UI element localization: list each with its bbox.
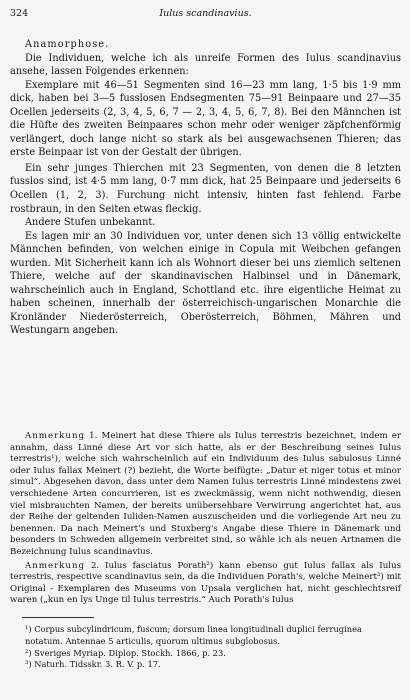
body-paragraph: Ein sehr junges Thierchen mit 23 Segmenten, von denen die 8 letzten fusslos sind, ist 4·5 mm lang, 0·7 mm dick, hat 25 Beinpaare und jederseits 6 Ocellen (1, 2, 3). Furchung nicht intensiv, hinten fast fehlend. Farbe rostbraun, in den Seiten etwas fleckig. — [10, 162, 401, 215]
page-header — [10, 8, 401, 20]
running-title: Iulus scandinavius. — [159, 8, 252, 19]
footnote: ²) Sveriges Myriap. Diplop. Stockh. 1866, p. 23. — [25, 647, 226, 658]
remark-label: Anmerkung — [25, 431, 86, 441]
body-paragraph: Es lagen mir an 30 Individuen vor, unter denen sich 13 völlig entwickelte Männchen befinden, von welchen einige in Copula mit Weibchen gefangen wurden. Mit Sicherheit kann ich als Wohnort dieser bei uns ziemlich seltenen Thiere, welche auf der skandinavischen Halbinsel und in Dänemark, wahrscheinlich auch in England, Schottland etc. ihre eigentliche Heimat zu haben scheinen, innerhalb der österreichisch-ungarischen Monarchie die Kronländer Niederösterreich, Oberösterreich, Böhmen, Mähren und Westungarn angeben. — [10, 230, 401, 337]
footnote: ¹) Corpus subcylindricum, fuscum; dorsum linea longitudinali duplici ferruginea notatum. Antennae 5 articulis, quorum ultimus subglobosus. — [25, 624, 362, 646]
footnotes — [10, 624, 401, 671]
page-number: 324 — [10, 8, 29, 19]
body-paragraph: Die Individuen, welche ich als unreife Formen des Iulus scandinavius ansehe, lassen Folgendes erkennen: — [10, 52, 401, 78]
body-paragraph: Andere Stufen unbekannt. — [25, 217, 156, 229]
section-heading: Anamorphose. — [25, 39, 110, 50]
remarks-section — [10, 431, 401, 607]
remark-text: 2. Iulus fasciatus Porath²) kann ebenso gut Iulus fallax als Iulus terrestris, respective scandinavius sein, da die Individuen Porath's, welche Meinert³) mit Original - Exemplaren des Museums von Upsala verglichen hat, nicht geschlechtsreif waren („kun en lys Unge til Iulus terrestris.“ Auch Porath's Iulus — [10, 560, 401, 606]
footnote-divider — [22, 617, 94, 618]
footnote: ³) Naturh. Tidsskr. 3. R. V. p. 17. — [25, 659, 161, 670]
main-text — [10, 38, 401, 338]
remark-paragraph — [10, 431, 401, 559]
remark-text: 1. Meinert hat diese Thiere als Iulus terrestris bezeichnet, indem er annahm, dass Linné diese Art vor sich hatte, als er der Beschreibung seines Iulus terrestris¹), welche sich wahrscheinlich auf ein Individuum des Iulus sabulosus Linné oder Iulus fallax Meinert (?) bezieht, die Worte beifügte: „Datur et niger totus et minor simul“. Abgesehen davon, dass unter dem Namen Iulus terrestris Linné mindestens zwei verschiedene Arten concurrieren, ist es zweckmässig, wenn nicht nothwendig, diesen viel misbrauchten Namen, der bereits unübersehbare Verwirrung angerichtet hat, aus der Reihe der geltenden Iuliden-Namen auszuscheiden und die vorliegende Art neu zu benennen. Da nach Meinert's und Stuxberg's Angabe diese Thiere in Dänemark und besonders in Schweden allgemein verbreitet sind, so wähle ich als neuen Artnamen die Bezeichnung Iulus scandinavius. — [10, 431, 401, 557]
body-paragraph: Exemplare mit 46—51 Segmenten sind 16—23 mm lang, 1·5 bis 1·9 mm dick, haben bei 3—5 fusslosen Endsegmenten 75—91 Beinpaare und 27—35 Ocellen jederseits (2, 3, 4, 5, 6, 7 — 2, 3, 4, 5, 6, 7, 8). Bei den Männchen ist die Hüfte des zweiten Beinpaares schon mehr oder weniger zäpfchenförmig verlängert, doch lange nicht so stark als bei ausgewachsenen Thieren; das erste Beinpaar ist von der Gestalt der übrigen. — [10, 79, 401, 159]
remark-paragraph — [10, 561, 401, 607]
remark-label: Anmerkung — [25, 560, 86, 571]
